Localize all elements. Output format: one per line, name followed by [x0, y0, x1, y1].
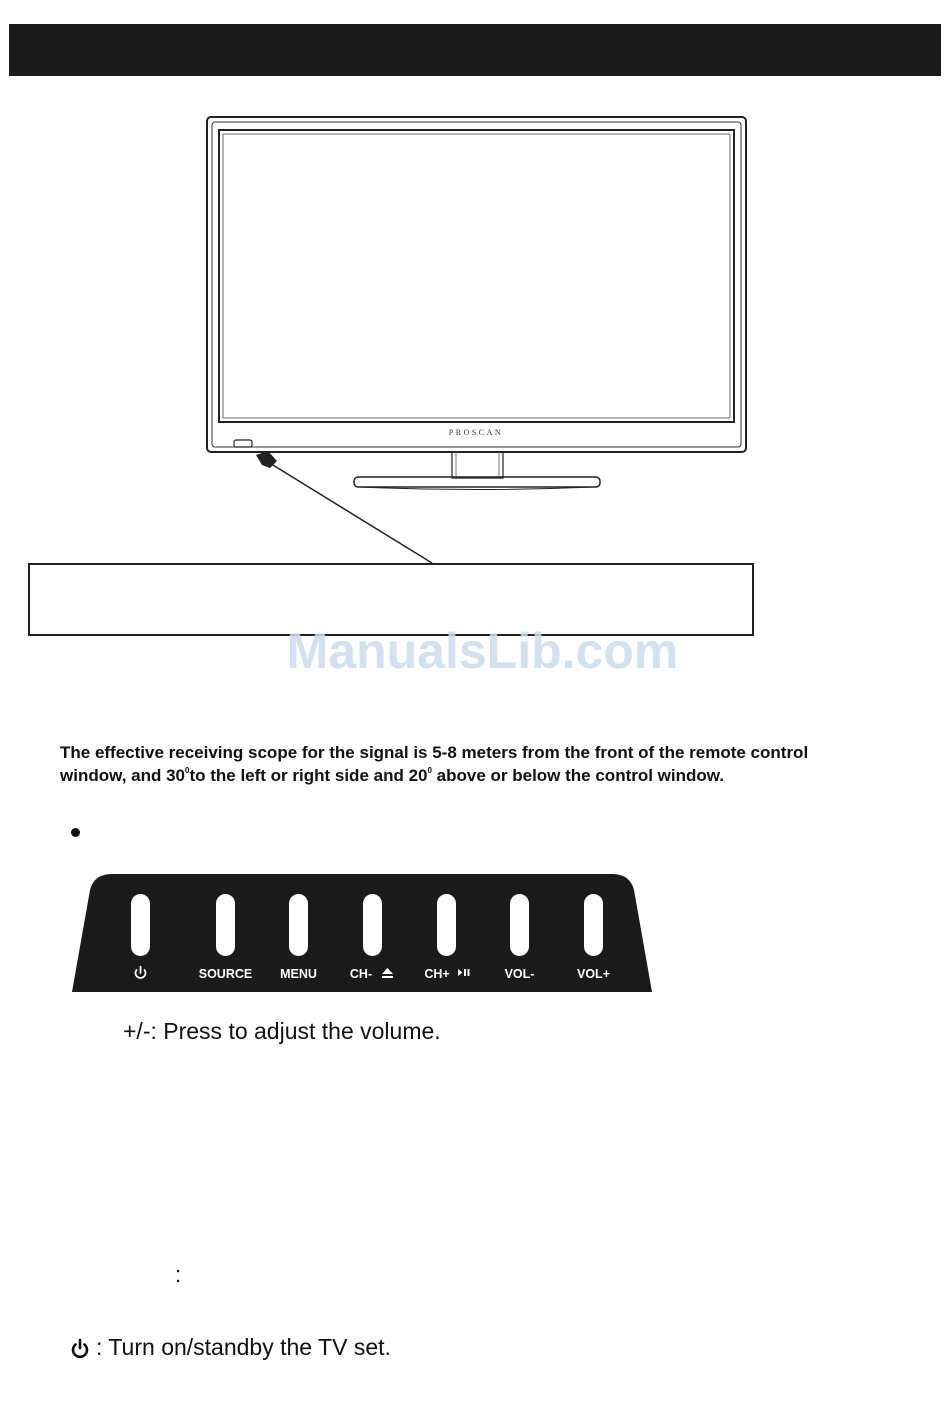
- vol-up-button: [584, 894, 603, 956]
- button-label-ch-down: CH-: [349, 967, 373, 981]
- button-label-source: SOURCE: [198, 967, 253, 981]
- button-label-ch-up: CH+: [424, 967, 450, 981]
- power-description-row: [70, 1334, 391, 1361]
- volume-description: +/-: Press to adjust the volume.: [123, 1018, 441, 1044]
- source-button: [216, 894, 235, 956]
- button-label-vol-up: VOL+: [577, 967, 610, 981]
- button-label-menu: MENU: [280, 967, 317, 981]
- ch-down-button: [363, 894, 382, 956]
- receiving-scope-text: The effective receiving scope for the signal is 5-8 meters from the front of the remote control window, and $30^0to$ the left or right side and $20^0$ above or below the control window.: [60, 743, 809, 785]
- tv-brand-logo: PROSCAN: [448, 428, 504, 437]
- power-button: [131, 894, 150, 956]
- colon-mark: :: [175, 1262, 182, 1287]
- button-label-vol-down: VOL-: [504, 967, 535, 981]
- watermark: ManualsLib.com: [286, 623, 679, 679]
- power-icon: [70, 1337, 90, 1359]
- vol-down-button: [510, 894, 529, 956]
- ch-up-button: [437, 894, 456, 956]
- menu-button: [289, 894, 308, 956]
- power-description: : Turn on/standby the TV set.: [96, 1334, 391, 1360]
